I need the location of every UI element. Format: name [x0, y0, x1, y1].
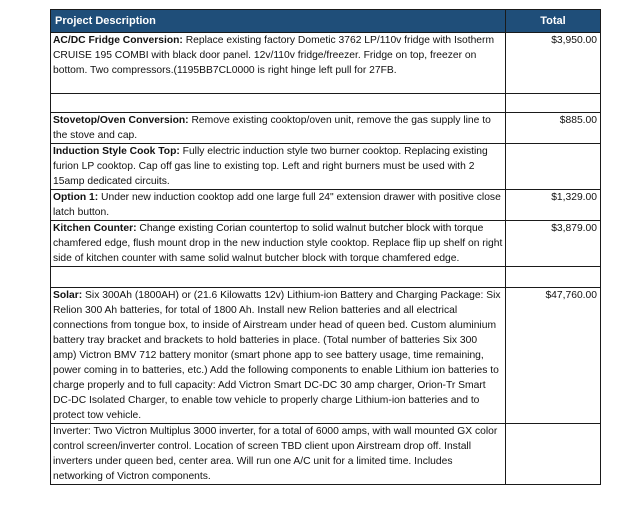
description-cell [51, 113, 506, 144]
header-total: Total [506, 10, 601, 33]
row-text: Inverter: Two Victron Multiplus 3000 inverter, for a total of 6000 amps, with wall mounted GX color control screen/inverter control. Location of screen TBD client upon Airstream drop off. Install inverters under queen bed, center area. Will run one A/C unit for a limited time. Includes networking of Victron components. [53, 426, 498, 482]
row-title: Option 1: [53, 192, 99, 203]
description-cell [51, 33, 506, 94]
description-cell [51, 144, 506, 190]
amount-cell: $47,760.00 [506, 288, 601, 424]
header-row [51, 10, 601, 33]
row-text: Under new induction cooktop add one large full 24" extension drawer with positive close latch button. [53, 192, 501, 218]
table-row [51, 144, 601, 190]
row-title: AC/DC Fridge Conversion: [53, 35, 183, 46]
blank-row [51, 94, 601, 113]
description-cell [51, 221, 506, 267]
amount-cell [506, 424, 601, 485]
row-text: Replace existing factory Dometic 3762 LP/110v fridge with Isotherm CRUISE 195 COMBI with black door panel. 12v/110v fridge/freezer. Fridge on top, freezer on bottom. Two compressors.(1195BB7CL0000 is right hinge left pull for 27FB. [53, 35, 495, 76]
description-cell [51, 288, 506, 424]
amount-cell: $1,329.00 [506, 190, 601, 221]
table-row [51, 113, 601, 144]
table-row [51, 288, 601, 424]
row-text: Fully electric induction style two burner cooktop. Replacing existing furion LP cooktop. Cap off gas line to existing top. Left and right burners must be used with 2 15amp dedicated circuits. [53, 146, 488, 187]
row-title: Stovetop/Oven Conversion: [53, 115, 189, 126]
table-row [51, 33, 601, 94]
amount-cell: $885.00 [506, 113, 601, 144]
table-row [51, 424, 601, 485]
description-cell [51, 424, 506, 485]
amount-cell: $3,879.00 [506, 221, 601, 267]
row-title: Kitchen Counter: [53, 223, 137, 234]
table-row [51, 221, 601, 267]
amount-cell [506, 144, 601, 190]
amount-cell: $3,950.00 [506, 33, 601, 94]
row-text: Remove existing cooktop/oven unit, remove the gas supply line to the stove and cap. [53, 115, 491, 141]
description-cell [51, 190, 506, 221]
quote-table [50, 9, 601, 485]
row-title: Induction Style Cook Top: [53, 146, 180, 157]
row-title: Solar: [53, 290, 83, 301]
blank-row [51, 267, 601, 288]
table-row [51, 190, 601, 221]
row-text: Change existing Corian countertop to solid walnut butcher block with torque chamfered edge, flush mount drop in the new induction style cooktop. Replace flip up shelf on right side of kitchen counter with same solid walnut butcher block with torque chamfered edge. [53, 223, 503, 264]
header-description: Project Description [51, 10, 506, 33]
row-text: Six 300Ah (1800AH) or (21.6 Kilowatts 12v) Lithium-ion Battery and Charging Package: Six Relion 300 Ah batteries, for total of 1800 Ah. Install new Relion batteries and all electrical connections from tongue box, to inside of Airstream under head of queen bed. Custom aluminium battery tray bracket and brackets to hold batteries in place. (Total number of batteries Six 300 amp) Victron BMV 712 battery monitor (smart phone app to see battery usage, time remaining, power coming in to batteries, etc.) Add the following components to enable Lithium ion batteries to charge properly and to full capacity: Add Victron Smart DC-DC 30 amp charger, Orion-Tr Smart DC-DC Isolated Charger, to enable tow vehicle to properly charge Lithium-ion batteries and to protect tow vehicle. [53, 290, 501, 421]
